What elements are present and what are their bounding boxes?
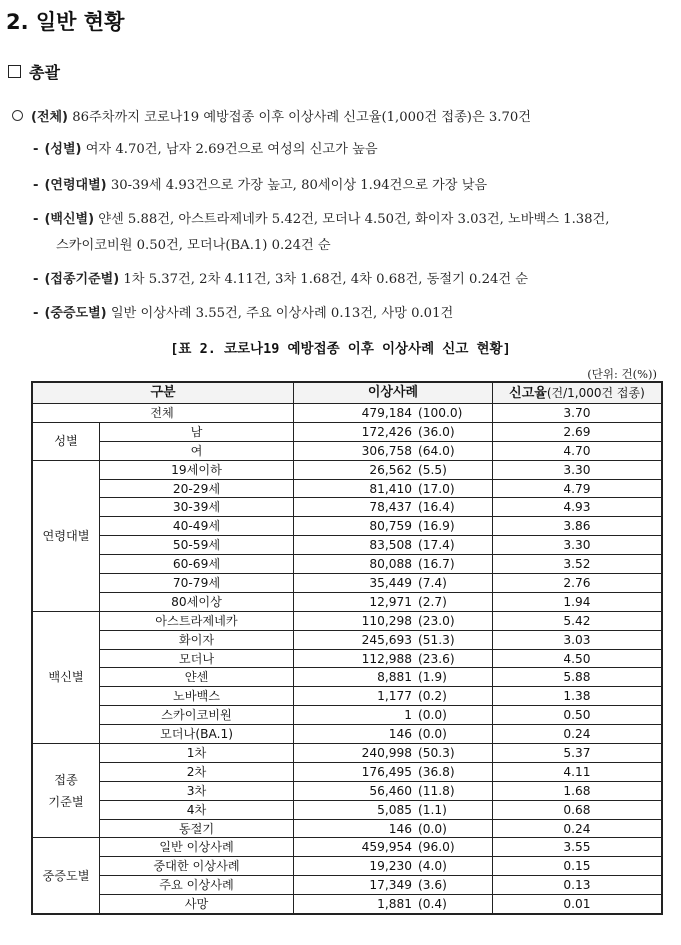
- case-percent: (0.0): [418, 821, 447, 836]
- table-row: [32, 800, 662, 819]
- header-rate: [493, 382, 663, 404]
- case-percent: (4.0): [418, 859, 447, 874]
- rate-cell: 0.01: [493, 895, 663, 914]
- table-row: [32, 857, 662, 876]
- rate-cell: 3.30: [493, 460, 663, 479]
- case-percent: (0.0): [418, 727, 447, 742]
- case-count: 1: [404, 708, 412, 723]
- table-row: [32, 574, 662, 593]
- rate-cell: 2.69: [493, 422, 663, 441]
- row-label: 80세이상: [100, 592, 294, 611]
- case-percent: (3.6): [418, 878, 447, 893]
- bullet-text: 1차 5.37건, 2차 4.11건, 3차 1.68건, 4차 0.68건, 동절기 0.24건 순: [123, 272, 529, 287]
- summary-label: (전체): [31, 110, 68, 125]
- row-label: 19세이하: [100, 460, 294, 479]
- case-percent: (51.3): [418, 632, 455, 647]
- cases-cell: [294, 555, 493, 574]
- case-count: 35,449: [369, 575, 412, 590]
- cases-cell: [294, 649, 493, 668]
- cases-cell: [294, 800, 493, 819]
- rate-cell: 1.94: [493, 592, 663, 611]
- row-label: 모더나: [100, 649, 294, 668]
- table-row: [32, 762, 662, 781]
- case-percent: (23.6): [418, 651, 455, 666]
- rate-cell: 0.15: [493, 857, 663, 876]
- case-percent: (17.4): [418, 538, 455, 553]
- cases-cell: [294, 819, 493, 838]
- group-label-text: 중증도별: [42, 868, 90, 883]
- case-count: 146: [388, 727, 412, 742]
- bullet-label: (연령대별): [44, 178, 107, 193]
- rate-cell: 3.55: [493, 838, 663, 857]
- case-percent: (16.9): [418, 519, 455, 534]
- rate-cell: 5.88: [493, 668, 663, 687]
- row-label: 30-39세: [100, 498, 294, 517]
- case-percent: (16.4): [418, 500, 455, 515]
- rate-cell: 4.79: [493, 479, 663, 498]
- row-label: 노바백스: [100, 687, 294, 706]
- case-count: 172,426: [361, 424, 412, 439]
- row-label: 얀센: [100, 668, 294, 687]
- cases-cell: [294, 725, 493, 744]
- rate-cell: 0.13: [493, 876, 663, 895]
- section-title-text: 총괄: [29, 63, 60, 82]
- table-row: [32, 630, 662, 649]
- row-label: 동절기: [100, 819, 294, 838]
- bullet-text: 스카이코비원 0.50건, 모더나(BA.1) 0.24건 순: [56, 238, 331, 253]
- bullet-text: 30-39세 4.93건으로 가장 높고, 80세이상 1.94건으로 가장 낮음: [110, 178, 488, 193]
- dash-bullet: -: [33, 178, 39, 193]
- table-unit: (단위: 건(%)): [587, 367, 657, 381]
- case-count: 176,495: [361, 764, 412, 779]
- rate-cell: 3.86: [493, 517, 663, 536]
- row-label: 남: [100, 422, 294, 441]
- row-label: 중대한 이상사례: [100, 857, 294, 876]
- dash-bullet: -: [33, 306, 39, 321]
- rate-cell: 5.37: [493, 744, 663, 763]
- cases-cell: [294, 687, 493, 706]
- case-count: 83,508: [369, 538, 412, 553]
- rate-cell: 1.68: [493, 781, 663, 800]
- case-count: 146: [388, 821, 412, 836]
- case-percent: (16.7): [418, 557, 455, 572]
- bullet-label: (성별): [44, 142, 82, 157]
- cases-cell: [294, 592, 493, 611]
- adverse-event-table: [31, 381, 663, 915]
- row-label: 50-59세: [100, 536, 294, 555]
- case-count: 245,693: [361, 632, 412, 647]
- row-label: 일반 이상사례: [100, 838, 294, 857]
- group-label-sex: [32, 422, 100, 460]
- group-label-text: 백신별: [48, 670, 84, 685]
- cases-cell: [294, 517, 493, 536]
- case-percent: (36.8): [418, 764, 455, 779]
- cases-cell: [294, 857, 493, 876]
- table-row: [32, 611, 662, 630]
- bullet-dose: [33, 268, 528, 287]
- group-label-text: 성별: [54, 434, 78, 449]
- case-count: 479,184: [361, 405, 412, 420]
- bullet-age: [33, 174, 487, 193]
- case-count: 80,088: [369, 557, 412, 572]
- group-label-text: 접종: [54, 772, 78, 787]
- case-percent: (50.3): [418, 745, 455, 760]
- group-label-vaccine: [32, 611, 100, 743]
- case-percent: (2.7): [418, 594, 447, 609]
- bullet-sex: [33, 138, 378, 157]
- case-count: 81,410: [369, 481, 412, 496]
- page-heading: 2. 일반 현황: [6, 10, 125, 34]
- table-row: [32, 498, 662, 517]
- table-row: [32, 422, 662, 441]
- table-row: [32, 706, 662, 725]
- section-title: [8, 60, 60, 83]
- cases-cell: [294, 460, 493, 479]
- row-label: 1차: [100, 744, 294, 763]
- case-count: 12,971: [369, 594, 412, 609]
- rate-cell: 3.30: [493, 536, 663, 555]
- case-count: 1,177: [377, 689, 412, 704]
- rate-cell: 1.38: [493, 687, 663, 706]
- square-bullet-icon: [8, 65, 21, 78]
- row-label: 화이자: [100, 630, 294, 649]
- header-cases: 이상사례: [294, 382, 493, 404]
- cases-cell: [294, 422, 493, 441]
- bullet-text: 얀센 5.88건, 아스트라제네카 5.42건, 모더나 4.50건, 화이자 3.03건, 노바백스 1.38건,: [98, 212, 610, 227]
- summary-text: 86주차까지 코로나19 예방접종 이후 이상사례 신고율(1,000건 접종)은 3.70건: [72, 110, 531, 125]
- rate-cell: 4.70: [493, 441, 663, 460]
- cases-cell: [294, 611, 493, 630]
- rate-cell: 5.42: [493, 611, 663, 630]
- cases-cell: [294, 441, 493, 460]
- rate-cell: 3.52: [493, 555, 663, 574]
- rate-cell: 2.76: [493, 574, 663, 593]
- cases-cell: [294, 498, 493, 517]
- case-percent: (0.4): [418, 897, 447, 912]
- case-percent: (23.0): [418, 613, 455, 628]
- case-percent: (17.0): [418, 481, 455, 496]
- cases-cell: [294, 706, 493, 725]
- dash-bullet: -: [33, 142, 39, 157]
- header-rate-unit: (건/1,000건 접종): [546, 385, 645, 400]
- case-percent: (0.0): [418, 708, 447, 723]
- case-percent: (100.0): [418, 405, 463, 420]
- table-row: [32, 555, 662, 574]
- table-row: [32, 536, 662, 555]
- row-label: 4차: [100, 800, 294, 819]
- table-body: [32, 404, 662, 915]
- row-label: 모더나(BA.1): [100, 725, 294, 744]
- case-count: 306,758: [361, 443, 412, 458]
- table-row: [32, 819, 662, 838]
- cases-cell: [294, 668, 493, 687]
- group-label-severity: [32, 838, 100, 914]
- bullet-severity: [33, 302, 453, 321]
- row-label: 전체: [32, 404, 294, 423]
- rate-cell: 4.11: [493, 762, 663, 781]
- group-label-dose: [32, 744, 100, 838]
- rate-cell: 4.50: [493, 649, 663, 668]
- case-count: 26,562: [369, 462, 412, 477]
- rate-cell: 0.24: [493, 725, 663, 744]
- case-percent: (36.0): [418, 424, 455, 439]
- table-row: [32, 668, 662, 687]
- row-label: 60-69세: [100, 555, 294, 574]
- case-count: 5,085: [377, 802, 412, 817]
- bullet-label: (중증도별): [44, 306, 107, 321]
- case-percent: (96.0): [418, 840, 455, 855]
- row-label: 사망: [100, 895, 294, 914]
- case-count: 78,437: [369, 500, 412, 515]
- bullet-text: 일반 이상사례 3.55건, 주요 이상사례 0.13건, 사망 0.01건: [110, 306, 454, 321]
- cases-cell: [294, 630, 493, 649]
- rate-cell: 0.24: [493, 819, 663, 838]
- row-label: 아스트라제네카: [100, 611, 294, 630]
- case-percent: (11.8): [418, 783, 455, 798]
- row-label: 70-79세: [100, 574, 294, 593]
- case-count: 112,988: [361, 651, 412, 666]
- table-row: [32, 649, 662, 668]
- cases-cell: [294, 536, 493, 555]
- case-percent: (1.9): [418, 670, 447, 685]
- case-count: 8,881: [377, 670, 412, 685]
- case-count: 80,759: [369, 519, 412, 534]
- table-row: [32, 781, 662, 800]
- case-percent: (7.4): [418, 575, 447, 590]
- circle-bullet-icon: [12, 110, 23, 121]
- row-label: 40-49세: [100, 517, 294, 536]
- group-label-text: 기준별: [48, 794, 84, 809]
- table-row: [32, 441, 662, 460]
- table-header-row: [32, 382, 662, 404]
- rate-cell: 4.93: [493, 498, 663, 517]
- cases-cell: [294, 838, 493, 857]
- row-label: 여: [100, 441, 294, 460]
- rate-cell: 3.70: [493, 404, 663, 423]
- summary-line: [12, 106, 531, 125]
- case-count: 459,954: [361, 840, 412, 855]
- cases-cell: [294, 574, 493, 593]
- table-row: [32, 725, 662, 744]
- dash-bullet: -: [33, 272, 39, 287]
- table-row: [32, 687, 662, 706]
- bullet-text: 여자 4.70건, 남자 2.69건으로 여성의 신고가 높음: [85, 142, 378, 157]
- table-row: [32, 592, 662, 611]
- table-row: [32, 876, 662, 895]
- row-label: 3차: [100, 781, 294, 800]
- cases-cell: [294, 744, 493, 763]
- bullet-vaccine-cont: [56, 234, 331, 253]
- group-label-age: [32, 460, 100, 611]
- bullet-vaccine: [33, 208, 610, 227]
- bullet-label: (백신별): [44, 212, 95, 227]
- table-caption: [표 2. 코로나19 예방접종 이후 이상사례 신고 현황]: [170, 341, 511, 357]
- case-percent: (1.1): [418, 802, 447, 817]
- cases-cell: [294, 762, 493, 781]
- dash-bullet: -: [33, 212, 39, 227]
- cases-cell: [294, 876, 493, 895]
- table-row: [32, 479, 662, 498]
- table-row: [32, 460, 662, 479]
- rate-cell: 0.50: [493, 706, 663, 725]
- table-row-total: [32, 404, 662, 423]
- case-count: 56,460: [369, 783, 412, 798]
- cases-cell: [294, 895, 493, 914]
- rate-cell: 3.03: [493, 630, 663, 649]
- case-percent: (5.5): [418, 462, 447, 477]
- rate-cell: 0.68: [493, 800, 663, 819]
- table-row: [32, 838, 662, 857]
- case-count: 110,298: [361, 613, 412, 628]
- case-count: 17,349: [369, 878, 412, 893]
- table-row: [32, 517, 662, 536]
- header-rate-bold: 신고율: [509, 385, 547, 401]
- group-label-text: 연령대별: [42, 528, 90, 543]
- table-row: [32, 744, 662, 763]
- table-row: [32, 895, 662, 914]
- cases-cell: [294, 404, 493, 423]
- case-count: 1,881: [377, 897, 412, 912]
- case-count: 19,230: [369, 859, 412, 874]
- row-label: 20-29세: [100, 479, 294, 498]
- header-category: 구분: [32, 382, 294, 404]
- row-label: 스카이코비원: [100, 706, 294, 725]
- cases-cell: [294, 781, 493, 800]
- case-percent: (64.0): [418, 443, 455, 458]
- case-count: 240,998: [361, 745, 412, 760]
- row-label: 2차: [100, 762, 294, 781]
- case-percent: (0.2): [418, 689, 447, 704]
- bullet-label: (접종기준별): [44, 272, 120, 287]
- row-label: 주요 이상사례: [100, 876, 294, 895]
- cases-cell: [294, 479, 493, 498]
